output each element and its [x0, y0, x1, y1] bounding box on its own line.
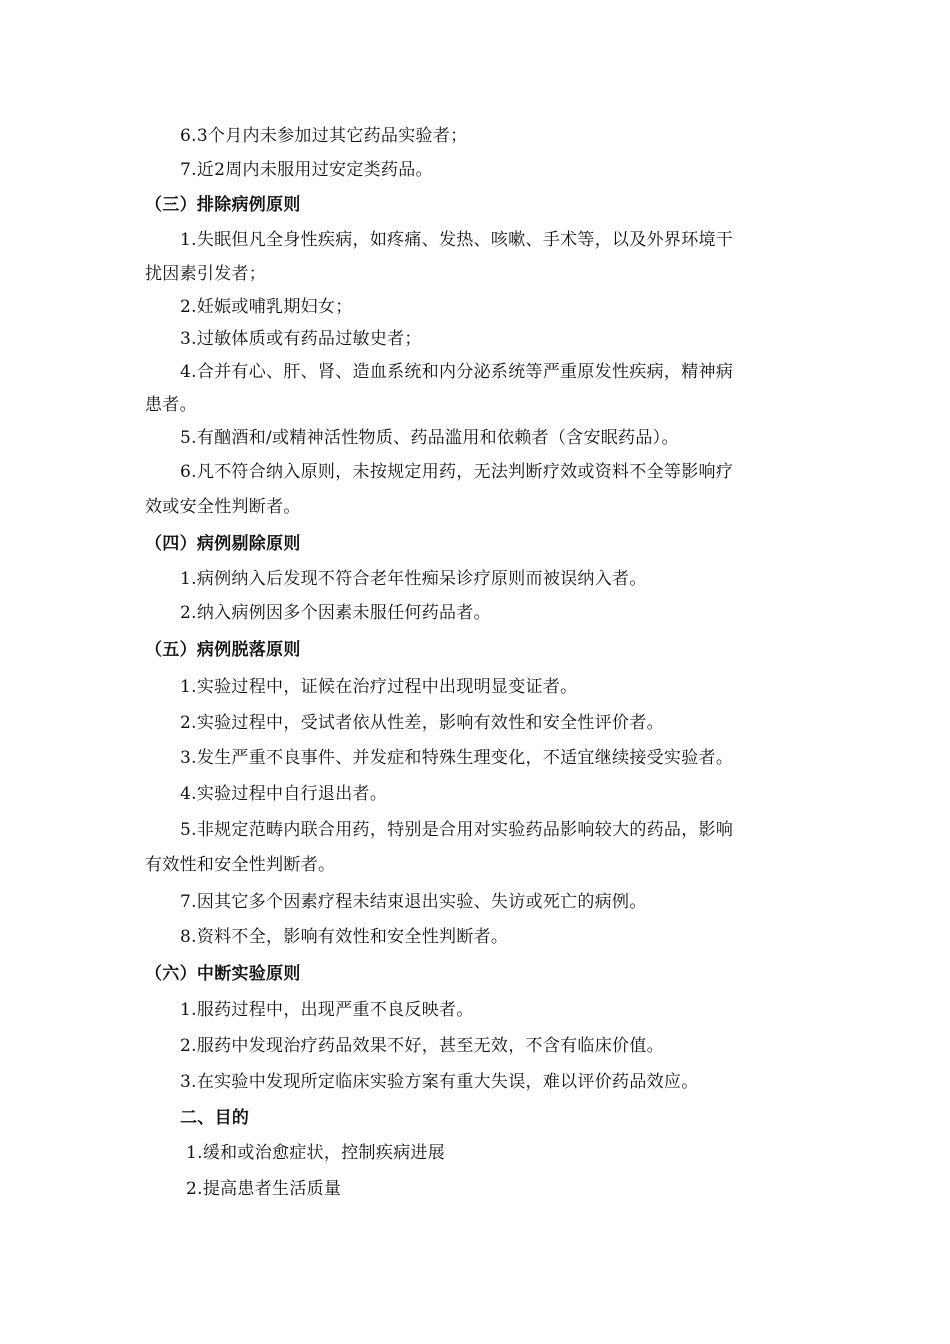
dropout-item-5: 5.非规定范畴内联合用药，特别是合用对实验药品影响较大的药品，影响	[180, 820, 734, 840]
exclusion-item-2: 2.妊娠或哺乳期妇女；	[180, 297, 353, 317]
exclusion-item-1-cont: 扰因素引发者；	[145, 264, 267, 284]
exclusion-item-6-cont: 效或安全性判断者。	[145, 497, 301, 517]
dropout-item-1: 1.实验过程中，证候在治疗过程中出现明显变证者。	[180, 677, 578, 697]
dropout-item-5-cont: 有效性和安全性判断者。	[145, 855, 336, 875]
item-6-no-other-trials: 6.3个月内未参加过其它药品实验者；	[180, 126, 468, 146]
dropout-item-4: 4.实验过程中自行退出者。	[180, 784, 388, 804]
purpose-item-2: 2.提高患者生活质量	[186, 1179, 342, 1199]
dropout-item-3: 3.发生严重不良事件、并发症和特殊生理变化，不适宜继续接受实验者。	[180, 748, 734, 768]
exclusion-item-6: 6.凡不符合纳入原则，未按规定用药，无法判断疗效或资料不全等影响疗	[180, 462, 734, 482]
section-heading-removal: （四）病例剔除原则	[145, 534, 301, 554]
removal-item-1: 1.病例纳入后发现不符合老年性痴呆诊疗原则而被误纳入者。	[180, 569, 647, 589]
removal-item-2: 2.纳入病例因多个因素未服任何药品者。	[180, 603, 491, 623]
purpose-item-1: 1.缓和或治愈症状，控制疾病进展	[186, 1143, 446, 1163]
dropout-item-7: 7.因其它多个因素疗程未结束退出实验、失访或死亡的病例。	[180, 892, 647, 912]
exclusion-item-3: 3.过敏体质或有药品过敏史者；	[180, 329, 422, 349]
item-7-no-sedatives: 7.近2周内未服用过安定类药品。	[180, 160, 433, 180]
section-heading-termination: （六）中断实验原则	[145, 964, 301, 984]
exclusion-item-5: 5.有酗酒和/或精神活性物质、药品滥用和依赖者（含安眠药品）。	[180, 428, 679, 448]
exclusion-item-4: 4.合并有心、肝、肾、造血系统和内分泌系统等严重原发性疾病，精神病	[180, 362, 734, 382]
section-heading-purpose: 二、目的	[180, 1108, 250, 1128]
dropout-item-8: 8.资料不全，影响有效性和安全性判断者。	[180, 927, 509, 947]
exclusion-item-1: 1.失眠但凡全身性疾病，如疼痛、发热、咳嗽、手术等，以及外界环境干	[180, 230, 734, 250]
section-heading-dropout: （五）病例脱落原则	[145, 640, 301, 660]
exclusion-item-4-cont: 患者。	[145, 395, 197, 415]
termination-item-1: 1.服药过程中，出现严重不良反映者。	[180, 1000, 474, 1020]
termination-item-2: 2.服药中发现治疗药品效果不好，甚至无效，不含有临床价值。	[180, 1036, 664, 1056]
section-heading-exclusion: （三）排除病例原则	[145, 195, 301, 215]
dropout-item-2: 2.实验过程中，受试者依从性差，影响有效性和安全性评价者。	[180, 713, 664, 733]
termination-item-3: 3.在实验中发现所定临床实验方案有重大失误，难以评价药品效应。	[180, 1072, 699, 1092]
